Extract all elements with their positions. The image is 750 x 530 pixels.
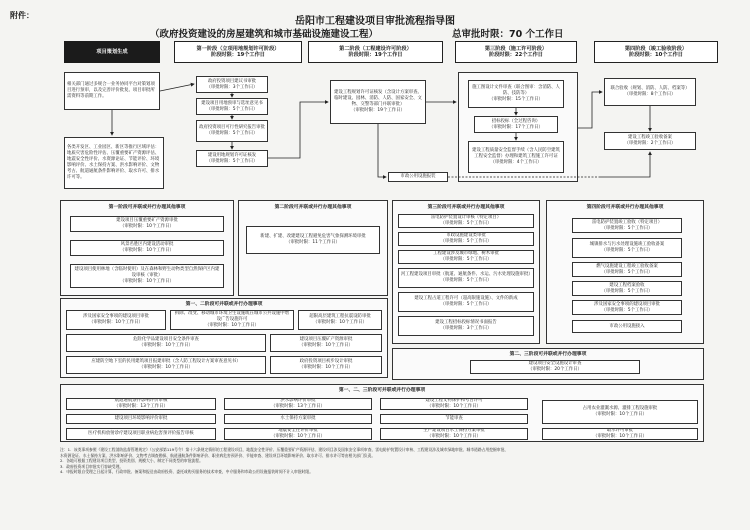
p2-box-limit: （审批时限：19个工作日）	[351, 107, 405, 113]
p3-box-limit: （审批时限：15个工作日）	[489, 96, 543, 102]
item-title: 超限高层建筑工程抗震设防审批	[309, 314, 371, 320]
planning-box-area-evaluation: 各类开发区、工业园区、新区等推行区域评估：地质灾害危险性评估、压覆重要矿产资源评估、地震安全性评价、水资源论证、节能评价、环境影响评价、水土保持方案、洪水影响评价、文物考古、航道通航条件影响评价、取水许可、排水许可等。	[64, 137, 164, 189]
item-limit: （审批时限：5个工作日）	[440, 239, 492, 244]
item-limit: （审批时限：5个工作日）	[440, 302, 492, 307]
item-title: 水土保持方案审批	[280, 416, 316, 422]
item-title: 燃气设施建设工程竣工验收备案	[596, 263, 658, 269]
p1-box-title: 政府投资项目建议书审批	[207, 78, 257, 84]
p2-box-title: 建设工程规划许可证核发（含设计方案审查、临时建设、园林、消防、人防、国家安全、文物、交警等部门并联审批）	[334, 90, 422, 107]
parallel-item	[380, 428, 528, 440]
item-title: 建设项目安全设施设计审查	[528, 361, 582, 367]
page-title: 岳阳市工程建设项目审批流程指导图	[295, 16, 455, 27]
item-limit: （审批时限：5个工作日）	[440, 278, 492, 283]
item-title: 生产建设项目水土保持方案审批	[423, 428, 485, 434]
parallel-phase-2-3-title: 第二、三阶段可并联或并行办理事项	[509, 352, 587, 357]
parallel-item	[70, 240, 224, 256]
item-limit: （审批时限：5个工作日）	[440, 221, 492, 226]
parallel-item	[572, 281, 682, 296]
item-title: 建设项目压覆重要矿产资源审批	[116, 218, 178, 224]
p1-box-limit: （审批时限：5个工作日）	[206, 131, 258, 136]
parallel-item	[224, 414, 372, 424]
phase-1-limit: 阶段时限：19个工作日	[211, 52, 265, 58]
item-limit: （审批时限：5个工作日）	[601, 269, 653, 275]
parallel-item	[246, 226, 380, 254]
parallel-item	[380, 414, 528, 424]
item-limit: （审批时限：10个工作日）	[120, 224, 174, 229]
item-limit: （审批时限：5个工作日）	[601, 288, 653, 294]
phase-4-limit: 阶段时限：10个工作日	[629, 52, 683, 58]
item-limit: （审批时限：10个工作日）	[205, 322, 259, 328]
parallel-item	[542, 400, 698, 424]
parallel-item	[70, 216, 224, 232]
item-limit: （审批时限：10个工作日）	[299, 365, 353, 370]
item-title: 建设工程档案验收	[609, 282, 645, 288]
parallel-item	[70, 264, 224, 288]
parallel-item	[270, 334, 382, 352]
parallel-item	[224, 398, 372, 410]
p3-box-title: 建设工程质量安全监督手续（含人民防空建筑工程安全监督）办理和建筑工程施工许可证	[472, 148, 560, 160]
phase-2-limit: 阶段时限：19个工作日	[348, 52, 403, 58]
item-limit: （审批时限：10个工作日）	[120, 278, 174, 284]
item-title: 工程建设涉及城市绿地、树木审批	[433, 251, 499, 257]
item-limit: （审批时限：10个工作日）	[139, 343, 193, 348]
footnote-2: 2．各地可根据工程建设项目类型，投资类别、规模大小，制定不同类型的审批流程。	[60, 458, 203, 463]
parallel-item	[470, 360, 640, 374]
item-title: 医疗机构放射诊疗建设项目职业病危害预评价报告审核	[88, 431, 194, 437]
item-limit: （审批时限：5个工作日）	[601, 225, 653, 231]
parallel-item	[270, 356, 382, 374]
parallel-item	[398, 316, 534, 336]
parallel-item	[298, 310, 382, 330]
p2-utility-connection: 市政公用设施报装	[388, 172, 448, 182]
item-limit: （审批时限：5个工作日）	[601, 307, 653, 313]
parallel-item	[542, 428, 698, 440]
item-limit: （审批时限：10个工作日）	[271, 434, 325, 439]
item-limit: （审批时限：11个工作日）	[286, 240, 340, 245]
parallel-item	[572, 238, 682, 258]
planning-header: 项目策划生成	[64, 41, 160, 63]
item-title: 涉及国家安全事项的建设项目审批	[594, 301, 660, 307]
item-title: 新建、扩建、改建建设工程避免危害气象探测环境审批	[260, 234, 366, 240]
parallel-item	[66, 428, 216, 440]
footnote-3: 3．政府投资项目审批实行容缺受理。	[60, 463, 124, 469]
parallel-item	[380, 398, 528, 410]
item-limit: （审批时限：5个工作日）	[601, 248, 653, 253]
p4-box-title: 建设工程竣工验收备案	[628, 135, 672, 141]
parallel-item	[224, 428, 372, 440]
parallel-phase-1-title: 第一阶段可并联或并行办理其他事项	[108, 205, 186, 210]
item-title: 雷电防护装置设计审核（特定项目）	[430, 215, 502, 221]
item-title: 建设工程招标投标情况书面报告	[435, 320, 497, 326]
p3-box-limit: （审批时限：17个工作日）	[489, 124, 543, 130]
item-title: 节能审查	[445, 416, 463, 422]
item-title: 航道通航条件影响评价审核	[114, 398, 168, 404]
phase-3-limit: 阶段时限：22个工作日	[489, 52, 543, 58]
item-title: 应建防空地下室的民用建筑项目报建审批（含人防工程设计方案审查意见书）	[91, 359, 241, 365]
item-limit: （审批时限：10个工作日）	[89, 320, 143, 325]
parallel-item	[398, 214, 534, 228]
p1-box-limit: （审批时限：5个工作日）	[206, 158, 258, 164]
parallel-phase-3-title: 第三阶段可并联或并行办理其他事项	[427, 205, 505, 210]
phase-2-title: 第二阶段（工程建设许可阶段）	[339, 45, 412, 52]
item-title: 建设项目使用林地（含临时使用）及在森林和野生动物类型自然保护区内建设审核（审批）	[74, 267, 220, 279]
footnote-1-cont: 水资源论证、水土保持方案、洪水影响评价、文物考古调查勘探、航道通航条件影响评价、职业病危害预评价、节能审查、建设项目环境影响评价、取水许可、排水许可等由相关部门负责。	[60, 452, 376, 458]
item-title: 涉及国家安全事项的建设项目审批	[83, 314, 149, 320]
parallel-item	[398, 232, 534, 246]
parallel-item	[572, 300, 682, 315]
p3-box-title: 施工图设计文件审查（联合图审：含消防、人防、技防等）	[472, 85, 560, 97]
item-limit: （审批时限：10个工作日）	[139, 365, 193, 370]
parallel-item	[170, 310, 294, 330]
planning-box-pre-review: 相关部门通过多规合一业务协同平台对策划项目进行预审，以及完善评价批复、项目审批所需资料等前期工作。	[64, 72, 160, 110]
item-limit: （审批时限：10个工作日）	[593, 412, 647, 417]
item-limit: （审批时限：5个工作日）	[440, 257, 492, 262]
item-limit: （审批时限：13个工作日）	[114, 404, 168, 409]
item-limit: （审批时限：10个工作日）	[313, 320, 367, 325]
item-limit: （审批时限：10个工作日）	[120, 248, 174, 253]
item-limit: （审批时限：10个工作日）	[299, 343, 353, 348]
phase-3-title: 第三阶段（施工许可阶段）	[484, 45, 548, 52]
item-limit: （审批时限：10个工作日）	[427, 434, 481, 439]
item-title: 市政设施建设类审批	[446, 233, 486, 239]
p1-box-title: 政府投资项目可行性研究报告审批	[199, 125, 265, 131]
attachment-label: 附件：	[10, 11, 34, 20]
p3-box-title: 招标投标（全过程咨询）	[491, 118, 541, 124]
parallel-item	[572, 320, 682, 333]
item-title: 建设工程文物保护和考古许可	[425, 398, 483, 404]
p4-box-title: 联合验收（规划、消防、人防、档案等）	[610, 86, 690, 92]
item-limit: （审批时限：3个工作日）	[440, 326, 492, 331]
parallel-item	[572, 218, 682, 233]
parallel-item	[66, 310, 166, 330]
item-title: 建设项目压覆矿产资源审批	[299, 337, 353, 343]
parallel-item	[572, 262, 682, 277]
item-title: 地震安全性评价审批	[278, 428, 318, 434]
item-title: 占用农业灌溉水源、灌排工程设施审批	[582, 406, 658, 412]
parallel-item	[398, 292, 534, 312]
item-limit: （审批时限：10个工作日）	[593, 434, 647, 439]
p1-box-title: 建设用地规划许可证核发	[207, 152, 257, 158]
item-title: 河工程建设项目审批（航道、通航条件、水运、污水处理设施审批）	[401, 272, 533, 278]
item-title: 建设项目环境影响评价审批	[114, 416, 168, 422]
footnotes	[60, 447, 710, 475]
parallel-item	[66, 356, 266, 374]
parallel-item	[66, 414, 216, 424]
p4-box-limit: （审批时限：2个工作日）	[624, 141, 676, 146]
item-title: 洪水影响评价审批	[280, 398, 316, 404]
parallel-phase-2-title: 第二阶段可并联或并行办理其他事项	[274, 205, 352, 210]
p1-box-title: 建设项目用地预审与选址意见书	[201, 100, 263, 106]
item-title: 雷电防护装置竣工验收（特定项目）	[591, 219, 663, 225]
parallel-item	[398, 268, 534, 288]
total-time: 总审批时限：70 个工作日	[452, 29, 564, 40]
parallel-item	[398, 250, 534, 264]
item-title: 危险化学品建设项目安全条件审查	[133, 337, 199, 343]
item-limit: （审批时限：13个工作日）	[271, 404, 325, 409]
item-title: 拆除、改变、移动城市环境卫生设施或在城市公共设施中增设广告设施许可	[174, 311, 290, 323]
p1-box-limit: （审批时限：3个工作日）	[206, 84, 258, 90]
parallel-item	[66, 334, 266, 352]
parallel-item	[66, 398, 216, 410]
page-subtitle: （政府投资建设的房屋建筑和城市基础设施建设工程）	[150, 29, 379, 40]
item-title: 风景名胜区内建设活动审批	[120, 242, 174, 248]
p4-box-limit: （审批时限：8个工作日）	[624, 92, 676, 97]
item-limit: （审批时限：10个工作日）	[427, 404, 481, 409]
footnote-1: 注：1．该类事项参照《建设工程消防监督管理规定》（公安部第119号令）第十六条规定情形的工程建设项目，地震安全性评价、压覆重要矿产资源评估、建设项目涉及国家安全事项审查、雷电防护装置设计审核、工程建设涉及城市绿地审批、城市道路占用挖掘审批、	[60, 447, 509, 452]
item-title: 市政公用设施接入	[609, 323, 645, 329]
parallel-phase-1-2-3-title: 第一、二、三阶段可并联或并行办理事项	[338, 388, 426, 393]
item-limit: （审批时限：20个工作日）	[528, 367, 582, 372]
parallel-phase-4-title: 第四阶段可并联或并行办理其他事项	[586, 205, 664, 210]
footnote-4: 4．申报时限自受理之日起计算，行政审批、备案和报送由政府投资、委托或购买服务的技术审查，中介服务和市政公用设施报装时间不计入审批时限。	[60, 469, 314, 474]
item-title: 取水许可审批	[606, 428, 634, 434]
parallel-phase-1-2-title: 第一、二阶段可并联或并行办理事项	[185, 302, 263, 307]
p3-box-limit: （审批时限：4个工作日）	[490, 159, 542, 165]
phase-1-title: 第一阶段（立项用地规划许可阶段）	[196, 45, 280, 52]
phase-4-title: 第四阶段（竣工验收阶段）	[624, 45, 688, 52]
item-title: 建设工程占道工程许可（超高限施设施）、文件的新成	[414, 296, 518, 302]
item-title: 政府投资项目初步设计审批	[299, 359, 353, 365]
item-title: 城镇排水与污水处理设施竣工验收备案	[589, 242, 665, 248]
p1-box-limit: （审批时限：5个工作日）	[206, 106, 258, 112]
